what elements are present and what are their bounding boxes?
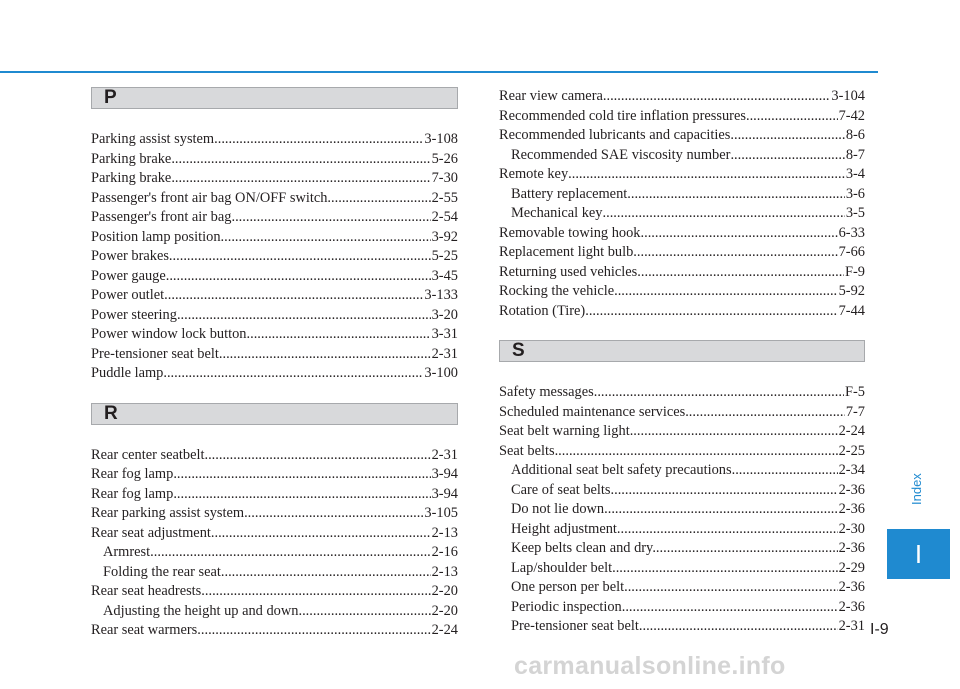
entry-label: Remote key [499,166,569,182]
entry-page: 3-94 [431,485,458,502]
index-subentry[interactable] [91,602,458,622]
index-entry[interactable] [91,485,458,505]
entry-label: Rotation (Tire) [499,302,586,319]
entry-list-r-continued [499,87,865,321]
index-entry[interactable] [499,165,865,185]
entry-page: 2-24 [431,622,458,638]
entry-page: 7-66 [838,244,865,260]
entry-label: Power steering [91,306,177,323]
index-entry[interactable] [499,224,865,244]
index-entry[interactable] [91,306,458,326]
entry-page: 3-104 [831,88,865,104]
index-entry[interactable] [91,208,458,228]
entry-label: Power brakes. [91,248,173,264]
entry-page: 7-30 [431,170,458,186]
entry-label: Periodic inspection. [511,598,626,615]
page-number: I-9 [870,621,889,638]
entry-page: 3-4 [845,166,865,182]
entry-page: 2-25 [838,442,865,459]
index-entry[interactable] [91,345,458,365]
entry-label: Rear parking assist system [91,505,245,521]
entry-label: Seat belt warning light. [499,423,634,439]
entry-page: 2-36 [838,501,865,517]
entry-label: Removable towing hook [499,224,641,241]
entry-label: Seat belts [499,442,555,459]
index-subentry[interactable] [499,204,865,224]
index-entry[interactable] [499,442,865,462]
section-header-r [91,403,458,425]
index-subentry[interactable] [499,500,865,520]
entry-page: 3-5 [845,205,865,221]
entry-page: 3-94 [431,466,458,482]
entry-label: Parking assist system [91,131,215,147]
entry-page: 2-55 [431,189,458,206]
section-letter-s: S [512,340,525,361]
index-subentry[interactable] [499,578,865,598]
entry-page: 2-24 [838,423,865,439]
entry-page: 8-6 [845,127,865,143]
entry-page: F-5 [845,384,865,400]
entry-label: Rear seat headrests [91,583,202,599]
entry-label: Lap/shoulder belt [511,559,613,576]
entry-page: 3-31 [431,326,458,342]
index-entry[interactable] [91,189,458,209]
entry-label: Battery replacement [511,185,628,202]
index-entry[interactable] [499,302,865,322]
index-entry[interactable] [91,582,458,602]
index-entry[interactable] [91,364,458,384]
entry-label: Additional seat belt safety precautions [511,462,732,478]
index-entry[interactable] [91,228,458,248]
index-subentry[interactable] [91,543,458,563]
index-entry[interactable] [499,126,865,146]
index-entry[interactable] [91,286,458,306]
entry-page: 5-92 [838,283,865,299]
entry-label: Returning used vehicles [499,263,638,280]
index-entry[interactable] [91,621,458,641]
section-header-s [499,340,865,362]
index-subentry[interactable] [499,520,865,540]
entry-label: Keep belts clean and dry. [511,540,656,556]
entry-list-r [91,446,458,641]
entry-label: Do not lie down [511,501,605,517]
entry-label: Power outlet [91,287,165,303]
entry-label: Folding the rear seat [103,563,221,580]
entry-page: 3-100 [424,365,458,381]
index-chapter-tab[interactable]: I [887,529,950,579]
entry-page: 2-36 [838,540,865,556]
entry-label: Power window lock button [91,326,247,342]
entry-label: One person per belt [511,579,625,595]
entry-label: Recommended SAE viscosity number [511,146,731,163]
entry-page: 2-54 [431,209,458,225]
entry-page: 2-36 [838,598,865,615]
entry-label: Puddle lamp [91,365,164,381]
entry-label: Rocking the vehicle [499,283,615,299]
entry-label: Mechanical key [511,205,603,221]
index-subentry[interactable] [499,539,865,559]
index-entry[interactable] [499,263,865,283]
entry-page: F-9 [845,263,865,280]
index-entry[interactable] [91,130,458,150]
index-subentry[interactable] [499,146,865,166]
entry-label: Rear view camera [499,88,603,104]
index-entry[interactable] [91,524,458,544]
entry-label: Position lamp position [91,228,221,245]
index-entry[interactable] [91,169,458,189]
index-entry[interactable] [91,325,458,345]
entry-page: 3-108 [424,131,458,147]
index-subentry[interactable] [499,598,865,618]
entry-page: 7-7 [845,403,865,420]
entry-label: Pre-tensioner seat belt [511,618,639,634]
entry-label: Recommended cold tire inflation pressures [499,107,746,124]
index-entry[interactable] [499,87,865,107]
entry-label: Pre-tensioner seat belt. [91,345,223,362]
section-letter-r: R [104,402,118,424]
entry-page: 2-13 [431,563,458,580]
entry-page: 2-31 [431,345,458,362]
entry-list-p [91,130,458,384]
entry-page: 2-36 [838,579,865,595]
entry-page: 8-7 [845,146,865,163]
entry-label: Parking brake [91,170,172,186]
entry-label: Rear center seatbelt. [91,446,209,463]
entry-page: 3-6 [845,185,865,202]
index-entry[interactable] [91,446,458,466]
entry-page: 2-36 [838,481,865,498]
entry-page: 6-33 [838,224,865,241]
entry-page: 2-30 [838,520,865,537]
entry-page: 2-31 [431,446,458,463]
section-header-p [91,87,458,109]
entry-label: Height adjustment [511,520,617,537]
entry-page: 2-20 [431,583,458,599]
entry-page: 5-25 [431,248,458,264]
index-subentry[interactable] [499,559,865,579]
entry-page: 3-105 [424,505,458,521]
index-subentry[interactable] [499,617,865,637]
entry-page: 7-42 [838,107,865,124]
entry-page: 2-20 [431,602,458,619]
index-entry[interactable] [499,107,865,127]
index-subentry[interactable] [499,461,865,481]
entry-page: 2-16 [431,544,458,560]
entry-page: 7-44 [838,302,865,319]
section-letter-p: P [104,87,117,108]
entry-label: Power gauge [91,267,166,284]
index-column-right [499,87,865,637]
top-rule [0,71,878,73]
entry-page: 3-20 [431,306,458,323]
entry-label: Rear fog lamp [91,466,174,482]
entry-page: 2-13 [431,524,458,541]
entry-label: Scheduled maintenance services [499,403,686,420]
index-side-label: Index [909,473,924,505]
index-subentry[interactable] [91,563,458,583]
index-entry[interactable] [499,383,865,403]
index-entry[interactable] [499,422,865,442]
index-entry[interactable] [91,504,458,524]
index-entry[interactable] [499,403,865,423]
entry-label: Rear seat warmers [91,622,198,638]
entry-page: 2-31 [838,618,865,634]
entry-label: Recommended lubricants and capacities [499,127,731,143]
watermark: carmanualsonline.info [514,652,786,680]
entry-page: 2-29 [838,559,865,576]
index-column-left [91,87,458,641]
index-entry[interactable] [91,150,458,170]
index-entry[interactable] [91,247,458,267]
index-entry[interactable] [499,243,865,263]
entry-label: Safety messages. [499,384,598,400]
entry-page: 5-26 [431,150,458,167]
entry-page: 3-92 [431,228,458,245]
entry-label: Adjusting the height up and down [103,602,299,619]
entry-label: Replacement light bulb [499,244,634,260]
index-entry[interactable] [499,282,865,302]
entry-label: Rear seat adjustment [91,524,211,541]
entry-label: Passenger's front air bag ON/OFF switch [91,189,328,206]
entry-label: Parking brake [91,150,172,167]
entry-label: Passenger's front air bag [91,209,232,225]
index-subentry[interactable] [499,185,865,205]
entry-label: Rear fog lamp [91,485,174,502]
entry-list-s [499,383,865,637]
entry-page: 2-34 [838,462,865,478]
entry-page: 3-133 [424,287,458,303]
index-entry[interactable] [91,267,458,287]
entry-page: 3-45 [431,267,458,284]
entry-label: Armrest [103,544,151,560]
index-entry[interactable] [91,465,458,485]
index-subentry[interactable] [499,481,865,501]
entry-label: Care of seat belts [511,481,611,498]
